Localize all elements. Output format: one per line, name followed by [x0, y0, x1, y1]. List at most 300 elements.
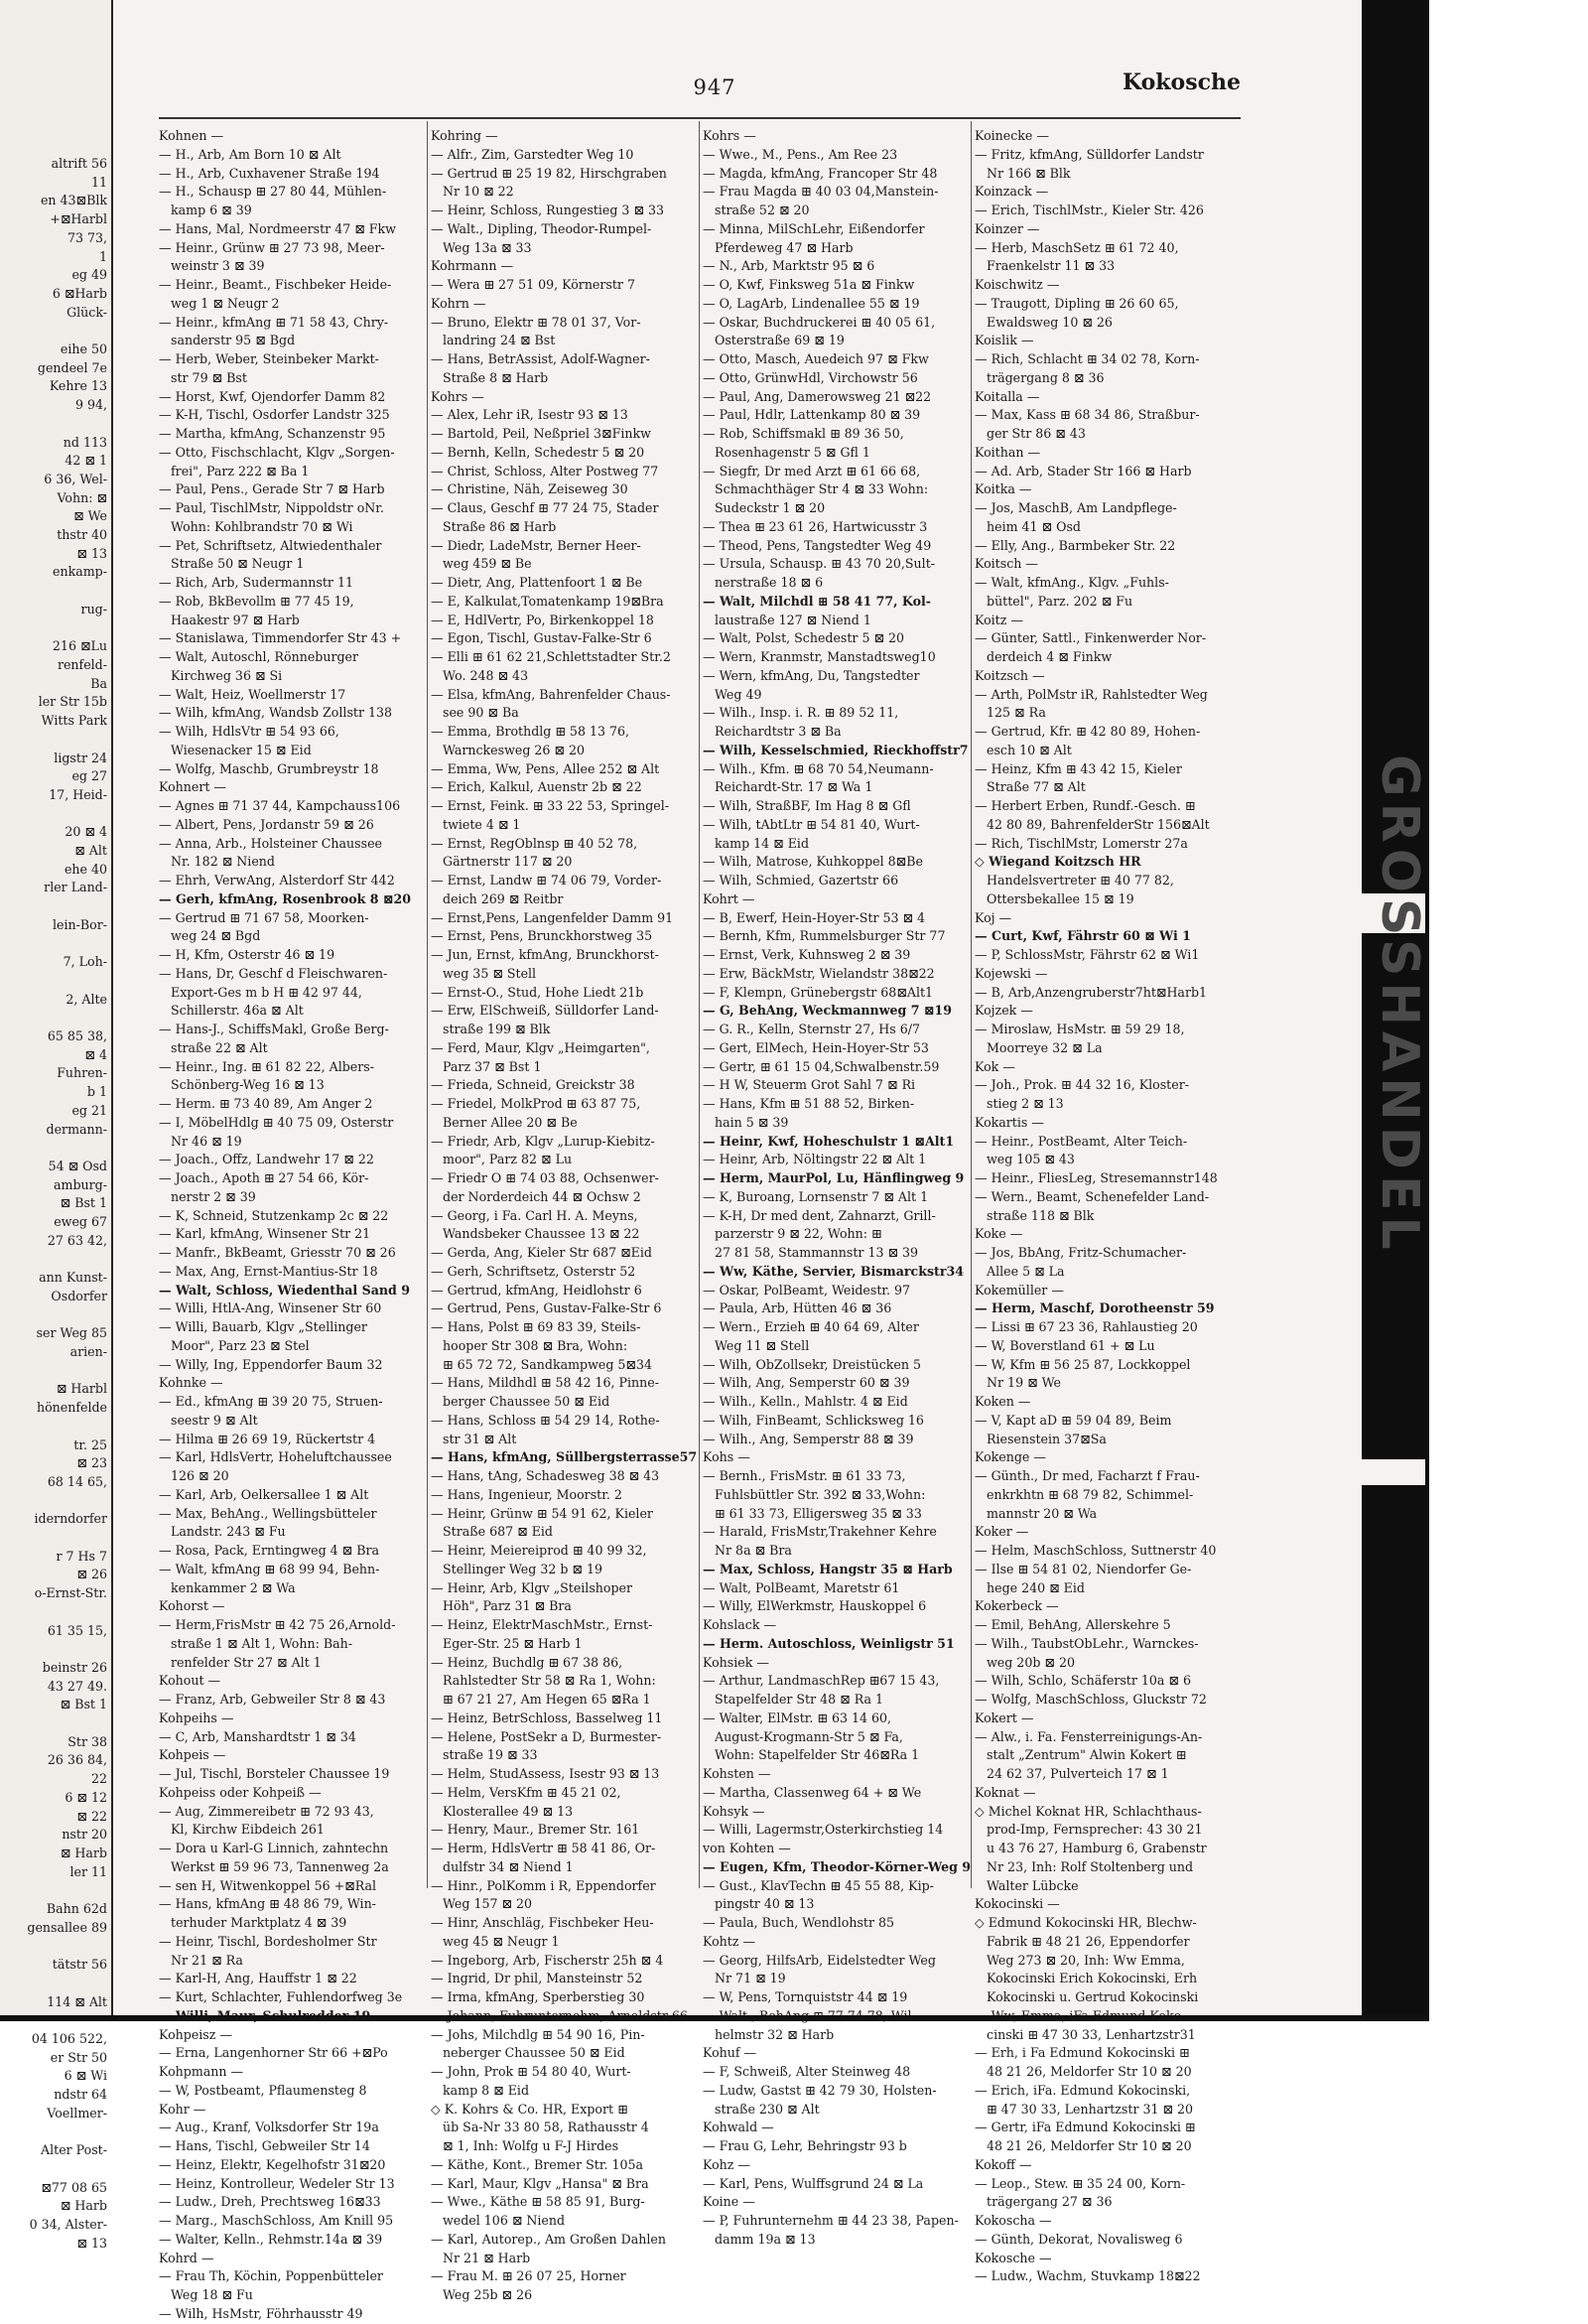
- surname-heading: Kokemüller —: [975, 1282, 1064, 1298]
- directory-entry: — Rich, Arb, Sudermannstr 11: [159, 575, 353, 590]
- directory-entry: — Wilh, Schlo, Schäferstr 10a ⊠ 6: [975, 1673, 1191, 1689]
- margin-fragment: thstr 40: [57, 527, 107, 543]
- directory-entry: — Erh, i Fa Edmund Kokocinski ⊞: [975, 2045, 1190, 2061]
- directory-entry: — Herb, Weber, Steinbeker Markt-: [159, 351, 379, 366]
- margin-fragment: Kehre 13: [49, 378, 107, 394]
- margin-fragment: Vohn: ⊠: [57, 489, 107, 505]
- margin-fragment: Osdorfer: [51, 1288, 107, 1303]
- surname-heading: Kohsten —: [703, 1766, 771, 1781]
- margin-fragment: ⊠ 23: [76, 1455, 107, 1471]
- directory-entry: Parz 37 ⊠ Bst 1: [431, 1058, 542, 1074]
- directory-entry: üb Sa-Nr 33 80 58, Rathausstr 4: [431, 2119, 649, 2135]
- directory-entry: Kl, Kirchw Eibdeich 261: [159, 1822, 325, 1838]
- directory-column-1: [159, 127, 425, 2321]
- directory-entry: Weg 273 ⊠ 20, Inh: Ww Emma,: [975, 1952, 1185, 1968]
- directory-entry: — Magda, kfmAng, Francoper Str 48: [703, 165, 938, 181]
- directory-entry: — Ed., kfmAng ⊞ 39 20 75, Struen-: [159, 1394, 383, 1409]
- margin-fragment: er Str 50: [50, 2049, 107, 2065]
- margin-fragment: gensallee 89: [27, 1919, 107, 1935]
- directory-entry: stalt „Zentrum" Alwin Kokert ⊞: [975, 1747, 1187, 1763]
- directory-entry: — Wern, kfmAng, Du, Tangstedter: [703, 667, 920, 683]
- directory-entry: — Heinr., kfmAng ⊞ 71 58 43, Chry-: [159, 314, 389, 330]
- directory-column-3: [703, 127, 972, 2247]
- directory-entry: — Paul, TischlMstr, Nippoldstr oNr.: [159, 500, 384, 515]
- margin-fragment: [0, 1603, 111, 1622]
- directory-entry: Kokocinski Erich Kokocinski, Erh: [975, 1971, 1198, 1986]
- directory-entry: — Helene, PostSekr a D, Burmester-: [431, 1728, 662, 1744]
- directory-entry: — Frieda, Schneid, Greickstr 38: [431, 1077, 635, 1093]
- directory-entry: — Christ, Schloss, Alter Postweg 77: [431, 463, 659, 478]
- directory-entry: — Hans, Mal, Nordmeerstr 47 ⊠ Fkw: [159, 220, 396, 236]
- margin-fragment: [0, 1492, 111, 1511]
- margin-fragment: Ba: [90, 675, 107, 691]
- margin-fragment: 26 36 84,: [47, 1752, 107, 1768]
- directory-entry: wedel 106 ⊠ Niend: [431, 2213, 566, 2228]
- surname-heading: Kohpeisz —: [159, 2026, 233, 2042]
- directory-entry: — Ernst, Pens, Brunckhorstweg 35: [431, 928, 653, 944]
- previous-page-margin: [0, 0, 113, 2251]
- surname-heading: Kohout —: [159, 1673, 221, 1689]
- directory-entry: — Traugott, Dipling ⊞ 26 60 65,: [975, 295, 1179, 311]
- directory-entry: — Wolfg, Maschb, Grumbreystr 18: [159, 760, 379, 776]
- directory-entry: — Eugen, Kfm, Theodor-Körner-Weg 9: [703, 1858, 972, 1874]
- surname-heading: Kohsiek —: [703, 1654, 769, 1670]
- directory-entry: — Heinz, BetrSchloss, Basselweg 11: [431, 1709, 663, 1725]
- directory-entry: — Gertrud ⊞ 25 19 82, Hirschgraben: [431, 165, 667, 181]
- directory-entry: Nr 21 ⊠ Harb: [431, 2250, 531, 2265]
- directory-entry: — Alfr., Zim, Garstedter Weg 10: [431, 146, 634, 162]
- scan-edge-gap: [1362, 1459, 1425, 1485]
- directory-entry: — Anna, Arb., Holsteiner Chaussee: [159, 835, 382, 851]
- directory-entry: Fraenkelstr 11 ⊠ 33: [975, 258, 1116, 274]
- directory-entry: — Ingeborg, Arb, Fischerstr 25h ⊠ 4: [431, 1952, 664, 1968]
- directory-entry: Straße 77 ⊠ Alt: [975, 779, 1086, 795]
- directory-entry: — Heinz, Buchdlg ⊞ 67 38 86,: [431, 1654, 623, 1670]
- surname-heading: Kokert —: [975, 1709, 1034, 1725]
- directory-entry: — Harald, FrisMstr,Trakehner Kehre: [703, 1524, 937, 1540]
- surname-heading: Koj —: [975, 909, 1012, 925]
- directory-entry: seestr 9 ⊠ Alt: [159, 1412, 258, 1428]
- directory-entry: ◇ K. Kohrs & Co. HR, Export ⊞: [431, 2101, 628, 2117]
- surname-heading: von Kohten —: [703, 1841, 791, 1855]
- header-rule: [159, 117, 1241, 119]
- directory-entry: ⊞ 67 21 27, Am Hegen 65 ⊠Ra 1: [431, 1692, 651, 1707]
- directory-entry: — Heinr, Grünw ⊞ 54 91 62, Kieler: [431, 1505, 653, 1521]
- directory-entry: weinstr 3 ⊠ 39: [159, 258, 265, 274]
- margin-fragment: 6 36, Wel-: [44, 471, 107, 486]
- directory-entry: Pferdeweg 47 ⊠ Harb: [703, 239, 854, 255]
- directory-entry: — Johs, Milchdlg ⊞ 54 90 16, Pin-: [431, 2026, 645, 2042]
- directory-entry: — Heinr., Beamt., Fischbeker Heide-: [159, 277, 392, 292]
- margin-fragment: Witts Park: [41, 713, 107, 729]
- directory-entry: str 79 ⊠ Bst: [159, 369, 247, 385]
- directory-entry: — Max, BehAng., Wellingsbütteler: [159, 1505, 377, 1521]
- directory-entry: — Herm. ⊞ 73 40 89, Am Anger 2: [159, 1096, 373, 1111]
- directory-entry: hain 5 ⊠ 39: [703, 1114, 789, 1130]
- directory-entry: — K, Schneid, Stutzenkamp 2c ⊠ 22: [159, 1207, 389, 1223]
- directory-entry: — Joh., Prok. ⊞ 44 32 16, Kloster-: [975, 1077, 1189, 1093]
- margin-fragment: ligstr 24: [54, 750, 107, 765]
- surname-heading: Kohrmann —: [431, 258, 514, 274]
- directory-entry: — Erich, TischlMstr., Kieler Str. 426: [975, 203, 1204, 217]
- directory-entry: — Wilh, FinBeamt, Schlicksweg 16: [703, 1412, 924, 1428]
- directory-entry: weg 24 ⊠ Bgd: [159, 928, 261, 944]
- page-number: 947: [693, 75, 736, 99]
- directory-entry: Straße 86 ⊠ Harb: [431, 518, 557, 534]
- margin-fragment: 6 ⊠Harb: [52, 285, 107, 301]
- directory-entry: — Ernst, RegOblnsp ⊞ 40 52 78,: [431, 835, 638, 851]
- surname-heading: Kokocinski —: [975, 1896, 1060, 1912]
- directory-entry: — Heinz, ElektrMaschMstr., Ernst-: [431, 1617, 653, 1632]
- directory-entry: — Hans, Ingenieur, Moorstr. 2: [431, 1486, 622, 1502]
- directory-entry: — Erich, iFa. Edmund Kokocinski,: [975, 2082, 1191, 2098]
- margin-fragment: 43 27 49.: [47, 1678, 107, 1694]
- directory-entry: parzerstr 9 ⊠ 22, Wohn: ⊞: [703, 1226, 882, 1242]
- directory-entry: Fuhlsbüttler Str. 392 ⊠ 33,Wohn:: [703, 1486, 926, 1502]
- margin-fragment: [0, 731, 111, 750]
- margin-fragment: 6 ⊠ 12: [65, 1789, 107, 1805]
- directory-entry: straße 19 ⊠ 33: [431, 1747, 538, 1763]
- directory-entry: Osterstraße 69 ⊠ 19: [703, 333, 845, 348]
- surname-heading: Koitsch —: [975, 556, 1038, 572]
- directory-entry: — Walt., Dipling, Theodor-Rumpel-: [431, 220, 652, 236]
- surname-heading: Kohpeihs —: [159, 1709, 234, 1725]
- directory-entry: — Hans, BetrAssist, Adolf-Wagner-: [431, 351, 650, 366]
- directory-entry: — Paula, Arb, Hütten 46 ⊠ 36: [703, 1300, 892, 1316]
- surname-heading: Koislik —: [975, 333, 1034, 348]
- directory-entry: Nr 21 ⊠ Ra: [159, 1952, 243, 1968]
- column-divider: [971, 121, 972, 1888]
- margin-fragment: [0, 1640, 111, 1659]
- directory-entry: — Willy, ElWerkmstr, Hauskoppel 6: [703, 1598, 927, 1614]
- directory-entry: — Wilh., Kelln., Mahlstr. 4 ⊠ Eid: [703, 1394, 908, 1409]
- directory-entry: — Jul, Tischl, Borsteler Chaussee 19: [159, 1766, 390, 1781]
- directory-entry: — Willi, Lagermstr,Osterkirchstieg 14: [703, 1822, 944, 1838]
- directory-entry: — Ludw., Dreh, Prechtsweg 16⊠33: [159, 2194, 381, 2210]
- directory-entry: — Max, Schloss, Hangstr 35 ⊠ Harb: [703, 1561, 953, 1576]
- directory-entry: — B, Arb,Anzengruberstr7ht⊠Harb1: [975, 984, 1208, 1000]
- directory-entry: — Karl-H, Ang, Hauffstr 1 ⊠ 22: [159, 1971, 357, 1986]
- directory-entry: — Emil, BehAng, Allerskehre 5: [975, 1617, 1171, 1632]
- directory-entry: 48 21 26, Meldorfer Str 10 ⊠ 20: [975, 2138, 1192, 2153]
- directory-entry: prod-Imp, Fernsprecher: 43 30 21: [975, 1822, 1203, 1838]
- directory-entry: — H., Arb, Cuxhavener Straße 194: [159, 165, 380, 181]
- directory-entry: — Rich, Schlacht ⊞ 34 02 78, Korn-: [975, 351, 1200, 366]
- margin-fragment: [0, 1938, 111, 1957]
- margin-fragment: amburg-: [54, 1176, 107, 1192]
- directory-entry: — Jos, MaschB, Am Landpflege-: [975, 500, 1177, 515]
- margin-fragment: [0, 415, 111, 434]
- surname-heading: Kohnen —: [159, 128, 224, 143]
- margin-fragment: nd 113: [63, 434, 107, 450]
- directory-entry: Wiesenacker 15 ⊠ Eid: [159, 742, 312, 757]
- directory-entry: — Ludw., Wachm, Stuvkamp 18⊠22: [975, 2268, 1201, 2284]
- margin-fragment: [0, 1418, 111, 1436]
- margin-fragment: 04 106 522,: [31, 2031, 107, 2047]
- directory-entry: — Bernh, Kfm, Rummelsburger Str 77: [703, 928, 946, 944]
- directory-entry: — Herm, MaurPol, Lu, Hänflingweg 9: [703, 1170, 965, 1185]
- directory-entry: ⊞ 65 72 72, Sandkampweg 5⊠34: [431, 1356, 652, 1372]
- margin-fragment: [0, 805, 111, 824]
- surname-heading: Kohring —: [431, 128, 498, 143]
- directory-entry: — Rosa, Pack, Erntingweg 4 ⊠ Bra: [159, 1543, 379, 1558]
- surname-heading: Koken —: [975, 1394, 1031, 1409]
- directory-entry: straße 230 ⊠ Alt: [703, 2101, 820, 2117]
- directory-entry: — Gust., KlavTechn ⊞ 45 55 88, Kip-: [703, 1877, 934, 1893]
- directory-entry: — Herm, HdlsVertr ⊞ 58 41 86, Or-: [431, 1841, 656, 1855]
- directory-entry: frei", Parz 222 ⊠ Ba 1: [159, 463, 310, 478]
- margin-fragment: 65 85 38,: [47, 1028, 107, 1044]
- margin-fragment: [0, 2160, 111, 2179]
- directory-entry: — H W, Steuerm Grot Sahl 7 ⊠ Ri: [703, 1077, 916, 1093]
- directory-entry: Ewaldsweg 10 ⊠ 26: [975, 314, 1113, 330]
- directory-entry: — Helm, VersKfm ⊞ 45 21 02,: [431, 1784, 621, 1800]
- directory-entry: stieg 2 ⊠ 13: [975, 1096, 1064, 1111]
- directory-entry: — Hans, Schloss ⊞ 54 29 14, Rothe-: [431, 1412, 660, 1428]
- directory-entry: — I, MöbelHdlg ⊞ 40 75 09, Osterstr: [159, 1114, 394, 1130]
- directory-entry: kamp 8 ⊠ Eid: [431, 2082, 530, 2098]
- directory-entry: — Heinr, Kwf, Hoheschulstr 1 ⊠Alt1: [703, 1133, 955, 1149]
- directory-entry: — Walter, Kelln., Rehmstr.14a ⊠ 39: [159, 2231, 383, 2247]
- directory-entry: — E, HdlVertr, Po, Birkenkoppel 18: [431, 612, 654, 627]
- directory-entry: — Gertr, iFa Edmund Kokocinski ⊞: [975, 2119, 1196, 2135]
- directory-entry: — Günth, Dekorat, Novalisweg 6: [975, 2231, 1183, 2247]
- directory-entry: Gärtnerstr 117 ⊠ 20: [431, 854, 573, 870]
- directory-entry: ⊞ 47 30 33, Lenhartzstr 31 ⊠ 20: [975, 2101, 1194, 2117]
- directory-entry: kamp 6 ⊠ 39: [159, 203, 252, 217]
- surname-heading: Kokartis —: [975, 1114, 1044, 1130]
- directory-entry: — Manfr., BkBeamt, Griesstr 70 ⊠ 26: [159, 1245, 396, 1260]
- directory-entry: — Heinz, Elektr, Kegelhofstr 31⊠20: [159, 2156, 386, 2172]
- directory-entry: Höh", Parz 31 ⊠ Bra: [431, 1598, 572, 1614]
- surname-heading: Kohnke —: [159, 1375, 223, 1391]
- directory-entry: — Georg, HilfsArb, Eidelstedter Weg: [703, 1952, 936, 1968]
- margin-fragment: gendeel 7e: [37, 359, 107, 375]
- margin-fragment: [0, 1139, 111, 1158]
- surname-heading: Kohrs —: [703, 128, 756, 143]
- margin-fragment: eg 49: [71, 267, 107, 283]
- directory-entry: — Heinr, Tischl, Bordesholmer Str: [159, 1933, 377, 1949]
- directory-entry: — B, Ewerf, Hein-Hoyer-Str 53 ⊠ 4: [703, 909, 926, 925]
- directory-entry: — Rob, Schiffsmakl ⊞ 89 36 50,: [703, 426, 904, 441]
- directory-entry: Kokocinski u. Gertrud Kokocinski: [975, 1989, 1199, 2004]
- directory-entry: — Hinr, Anschläg, Fischbeker Heu-: [431, 1915, 654, 1930]
- margin-fragment: 114 ⊠ Alt: [47, 1993, 107, 2009]
- directory-entry: — Max, Ang, Ernst-Mantius-Str 18: [159, 1263, 378, 1279]
- directory-entry: — Otto, Fischschlacht, Klgv „Sorgen-: [159, 444, 395, 460]
- directory-entry: — Gerh, kfmAng, Rosenbrook 8 ⊠20: [159, 890, 411, 906]
- directory-entry: — Wolfg, MaschSchloss, Gluckstr 72: [975, 1692, 1207, 1707]
- margin-fragment: +⊠Harbl: [50, 211, 107, 227]
- directory-entry: — Jos, BbAng, Fritz-Schumacher-: [975, 1245, 1187, 1260]
- directory-entry: — Heinr., FliesLeg, Stresemannstr148: [975, 1170, 1218, 1185]
- margin-fragment: ⊠ 13: [76, 2235, 107, 2251]
- directory-entry: — Christine, Näh, Zeiseweg 30: [431, 481, 628, 497]
- directory-entry: Nr 10 ⊠ 22: [431, 184, 514, 200]
- directory-entry: — Albert, Pens, Jordanstr 59 ⊠ 26: [159, 816, 374, 832]
- directory-entry: — Irma, kfmAng, Sperberstieg 30: [431, 1989, 645, 2004]
- directory-entry: — K-H, Dr med dent, Zahnarzt, Grill-: [703, 1207, 936, 1223]
- margin-fragment: renfeld-: [57, 656, 107, 672]
- margin-fragment: 42 ⊠ 1: [65, 453, 107, 469]
- directory-entry: — Thea ⊞ 23 61 26, Hartwicusstr 3: [703, 518, 928, 534]
- directory-entry: — Walt, PolBeamt, Maretstr 61: [703, 1579, 900, 1595]
- directory-entry: Nr 46 ⊠ 19: [159, 1133, 242, 1149]
- directory-entry: — Bartold, Peil, Neßpriel 3⊠Finkw: [431, 426, 651, 441]
- directory-entry: heim 41 ⊠ Osd: [975, 518, 1081, 534]
- surname-heading: Koinzack —: [975, 184, 1049, 200]
- directory-entry: — Paula, Buch, Wendlohstr 85: [703, 1915, 895, 1930]
- directory-entry: 42 80 89, BahrenfelderStr 156⊠Alt: [975, 816, 1210, 832]
- directory-entry: — Wilh, HsMstr, Föhrhausstr 49: [159, 2305, 363, 2321]
- directory-entry: — W, Pens, Tornquiststr 44 ⊠ 19: [703, 1989, 908, 2004]
- directory-entry: terhuder Marktplatz 4 ⊠ 39: [159, 1915, 347, 1930]
- directory-entry: Straße 50 ⊠ Neugr 1: [159, 556, 305, 572]
- margin-fragment: r 7 Hs 7: [56, 1548, 107, 1564]
- directory-entry: helmstr 32 ⊠ Harb: [703, 2026, 835, 2042]
- directory-entry: — Oskar, Buchdruckerei ⊞ 40 05 61,: [703, 314, 936, 330]
- directory-entry: Straße 687 ⊠ Eid: [431, 1524, 553, 1540]
- directory-entry: — W, Boverstland 61 + ⊠ Lu: [975, 1337, 1155, 1353]
- directory-entry: — John, Prok ⊞ 54 80 40, Wurt-: [431, 2064, 631, 2079]
- directory-entry: — Ernst-O., Stud, Hohe Liedt 21b: [431, 984, 644, 1000]
- directory-entry: — Erw, BäckMstr, Wielandstr 38⊠22: [703, 965, 935, 981]
- directory-entry: Nr 23, Inh: Rolf Stoltenberg und: [975, 1858, 1194, 1874]
- margin-fragment: dermann-: [46, 1121, 107, 1137]
- margin-fragment: ⊠ Harbl: [56, 1381, 107, 1397]
- directory-entry: — Herm,FrisMstr ⊞ 42 75 26,Arnold-: [159, 1617, 396, 1632]
- directory-entry: der Norderdeich 44 ⊠ Ochsw 2: [431, 1188, 641, 1204]
- margin-fragment: [0, 1529, 111, 1548]
- directory-entry: — Walter, ElMstr. ⊞ 63 14 60,: [703, 1709, 892, 1725]
- directory-entry: — W, Kfm ⊞ 56 25 87, Lockkoppel: [975, 1356, 1191, 1372]
- previous-page-fragments: [0, 0, 111, 2253]
- directory-entry: — Friedr O ⊞ 74 03 88, Ochsenwer-: [431, 1170, 659, 1185]
- directory-entry: — Frau Magda ⊞ 40 03 04,Manstein-: [703, 184, 939, 200]
- directory-entry: — Martha, kfmAng, Schanzenstr 95: [159, 426, 386, 441]
- directory-entry: — Heinr, Arb, Klgv „Steilshoper: [431, 1579, 633, 1595]
- directory-entry: trägergang 8 ⊠ 36: [975, 369, 1105, 385]
- directory-entry: — Heinr, Arb, Nöltingstr 22 ⊠ Alt 1: [703, 1152, 927, 1167]
- directory-entry: — Erna, Langenhorner Str 66 +⊠Po: [159, 2045, 388, 2061]
- directory-entry: — Minna, MilSchLehr, Eißendorfer: [703, 220, 925, 236]
- directory-entry: — O, LagArb, Lindenallee 55 ⊠ 19: [703, 295, 920, 311]
- margin-fragment: [0, 1881, 111, 1900]
- directory-entry: — Bernh., FrisMstr. ⊞ 61 33 73,: [703, 1468, 906, 1483]
- directory-entry: 27 81 58, Stammannstr 13 ⊠ 39: [703, 1245, 919, 1260]
- surname-heading: Kohorst —: [159, 1598, 225, 1614]
- directory-entry: — Friedr, Arb, Klgv „Lurup-Kiebitz-: [431, 1133, 655, 1149]
- surname-heading: Kohwald —: [703, 2119, 774, 2135]
- directory-entry: — Alex, Lehr iR, Isestr 93 ⊠ 13: [431, 407, 628, 423]
- directory-entry: weg 459 ⊠ Be: [431, 556, 532, 572]
- directory-entry: 24 62 37, Pulverteich 17 ⊠ 1: [975, 1766, 1169, 1781]
- scan-bottom-edge: [0, 2015, 1429, 2021]
- directory-entry: — K-H, Tischl, Osdorfer Landstr 325: [159, 407, 390, 423]
- directory-entry: — Herb, MaschSetz ⊞ 61 72 40,: [975, 239, 1179, 255]
- directory-entry: — Horst, Kwf, Ojendorfer Damm 82: [159, 388, 386, 404]
- directory-entry: ◇ Wiegand Koitzsch HR: [975, 854, 1141, 870]
- directory-entry: Nr 166 ⊠ Blk: [975, 165, 1071, 181]
- directory-entry: — Hans, tAng, Schadesweg 38 ⊠ 43: [431, 1468, 660, 1483]
- directory-entry: — Ingrid, Dr phil, Mansteinstr 52: [431, 1971, 643, 1986]
- directory-entry: — Egon, Tischl, Gustav-Falke-Str 6: [431, 630, 652, 646]
- directory-entry: — Theod, Pens, Tangstedter Weg 49: [703, 537, 932, 553]
- directory-column-2: [431, 127, 698, 2302]
- directory-entry: renfelder Str 27 ⊠ Alt 1: [159, 1654, 322, 1670]
- directory-entry: — Helm, StudAssess, Isestr 93 ⊠ 13: [431, 1766, 660, 1781]
- directory-entry: Riesenstein 37⊠Sa: [975, 1431, 1107, 1446]
- running-head: Kokosche: [1122, 69, 1241, 95]
- directory-entry: Wandsbeker Chaussee 13 ⊠ 22: [431, 1226, 640, 1242]
- directory-entry: — H., Arb, Am Born 10 ⊠ Alt: [159, 146, 341, 162]
- margin-fragment: 54 ⊠ Osd: [48, 1158, 107, 1173]
- directory-entry: 125 ⊠ Ra: [975, 705, 1046, 721]
- directory-entry: — Wilh., TaubstObLehr., Warnckes-: [975, 1635, 1199, 1651]
- directory-entry: Klosterallee 49 ⊠ 13: [431, 1803, 574, 1819]
- directory-entry: — Karl, Arb, Oelkersallee 1 ⊠ Alt: [159, 1486, 369, 1502]
- margin-fragment: rug-: [80, 601, 107, 616]
- directory-entry: — Hans, kfmAng ⊞ 48 86 79, Win-: [159, 1896, 376, 1912]
- directory-entry: — Hilma ⊞ 26 69 19, Rückertstr 4: [159, 1431, 376, 1446]
- margin-fragment: 216 ⊠Lu: [52, 638, 107, 654]
- margin-fragment: beinstr 26: [42, 1659, 107, 1675]
- directory-entry: — C, Arb, Manshardtstr 1 ⊠ 34: [159, 1728, 356, 1744]
- directory-entry: — Elsa, kfmAng, Bahrenfelder Chaus-: [431, 686, 671, 702]
- surname-heading: Koithan —: [975, 444, 1041, 460]
- directory-entry: — Dora u Karl-G Linnich, zahntechn: [159, 1841, 389, 1855]
- directory-entry: — Paul, Pens., Gerade Str 7 ⊠ Harb: [159, 481, 385, 497]
- directory-entry: — H, Kfm, Osterstr 46 ⊠ 19: [159, 947, 335, 962]
- directory-entry: — Günth., Dr med, Facharzt f Frau-: [975, 1468, 1200, 1483]
- surname-heading: Koine —: [703, 2194, 755, 2210]
- directory-entry: — Käthe, Kont., Bremer Str. 105a: [431, 2156, 644, 2172]
- directory-entry: — Ehrh, VerwAng, Alsterdorf Str 442: [159, 873, 395, 888]
- surname-heading: Kohrd —: [159, 2250, 214, 2265]
- directory-entry: — Hans, Dr, Geschf d Fleischwaren-: [159, 965, 388, 981]
- surname-heading: Kokoscha —: [975, 2213, 1052, 2228]
- directory-entry: str 31 ⊠ Alt: [431, 1431, 517, 1446]
- directory-entry: — Hans, Mildhdl ⊞ 58 42 16, Pinne-: [431, 1375, 659, 1391]
- margin-fragment: [0, 1714, 111, 1733]
- directory-entry: Weg 13a ⊠ 33: [431, 239, 532, 255]
- directory-entry: — Gertrud, Kfr. ⊞ 42 80 89, Hohen-: [975, 724, 1201, 739]
- directory-entry: straße 1 ⊠ Alt 1, Wohn: Bah-: [159, 1635, 352, 1651]
- directory-entry: Stellinger Weg 32 b ⊠ 19: [431, 1561, 602, 1576]
- directory-entry: Warnckesweg 26 ⊠ 20: [431, 742, 586, 757]
- directory-entry: — Herbert Erben, Rundf.-Gesch. ⊞: [975, 798, 1196, 813]
- margin-fragment: ndstr 64: [54, 2087, 107, 2103]
- directory-entry: — K, Buroang, Lornsenstr 7 ⊠ Alt 1: [703, 1188, 929, 1204]
- surname-heading: Koinzer —: [975, 220, 1040, 236]
- directory-entry: berger Chaussee 50 ⊠ Eid: [431, 1394, 610, 1409]
- margin-fragment: ⊠77 08 65: [41, 2179, 107, 2195]
- margin-fragment: [0, 1362, 111, 1381]
- directory-entry: u 43 76 27, Hamburg 6, Grabenstr: [975, 1841, 1207, 1855]
- directory-entry: — Willi, HtlA-Ang, Winsener Str 60: [159, 1300, 382, 1316]
- surname-heading: Koinecke —: [975, 128, 1049, 143]
- margin-fragment: ann Kunst-: [39, 1270, 107, 1286]
- directory-entry: — Wilh, ObZollsekr, Dreistücken 5: [703, 1356, 921, 1372]
- directory-entry: Reichardtstr 3 ⊠ Ba: [703, 724, 842, 739]
- directory-entry: pingstr 40 ⊠ 13: [703, 1896, 815, 1912]
- margin-fragment: arien-: [69, 1344, 107, 1359]
- directory-entry: — Hans, Tischl, Gebweiler Str 14: [159, 2138, 370, 2153]
- directory-entry: — Paul, Ang, Damerowsweg 21 ⊠22: [703, 388, 932, 404]
- margin-fragment: o-Ernst-Str.: [34, 1585, 107, 1601]
- directory-entry: — Ernst, Verk, Kuhnsweg 2 ⊠ 39: [703, 947, 911, 962]
- directory-entry: straße 199 ⊠ Blk: [431, 1022, 551, 1036]
